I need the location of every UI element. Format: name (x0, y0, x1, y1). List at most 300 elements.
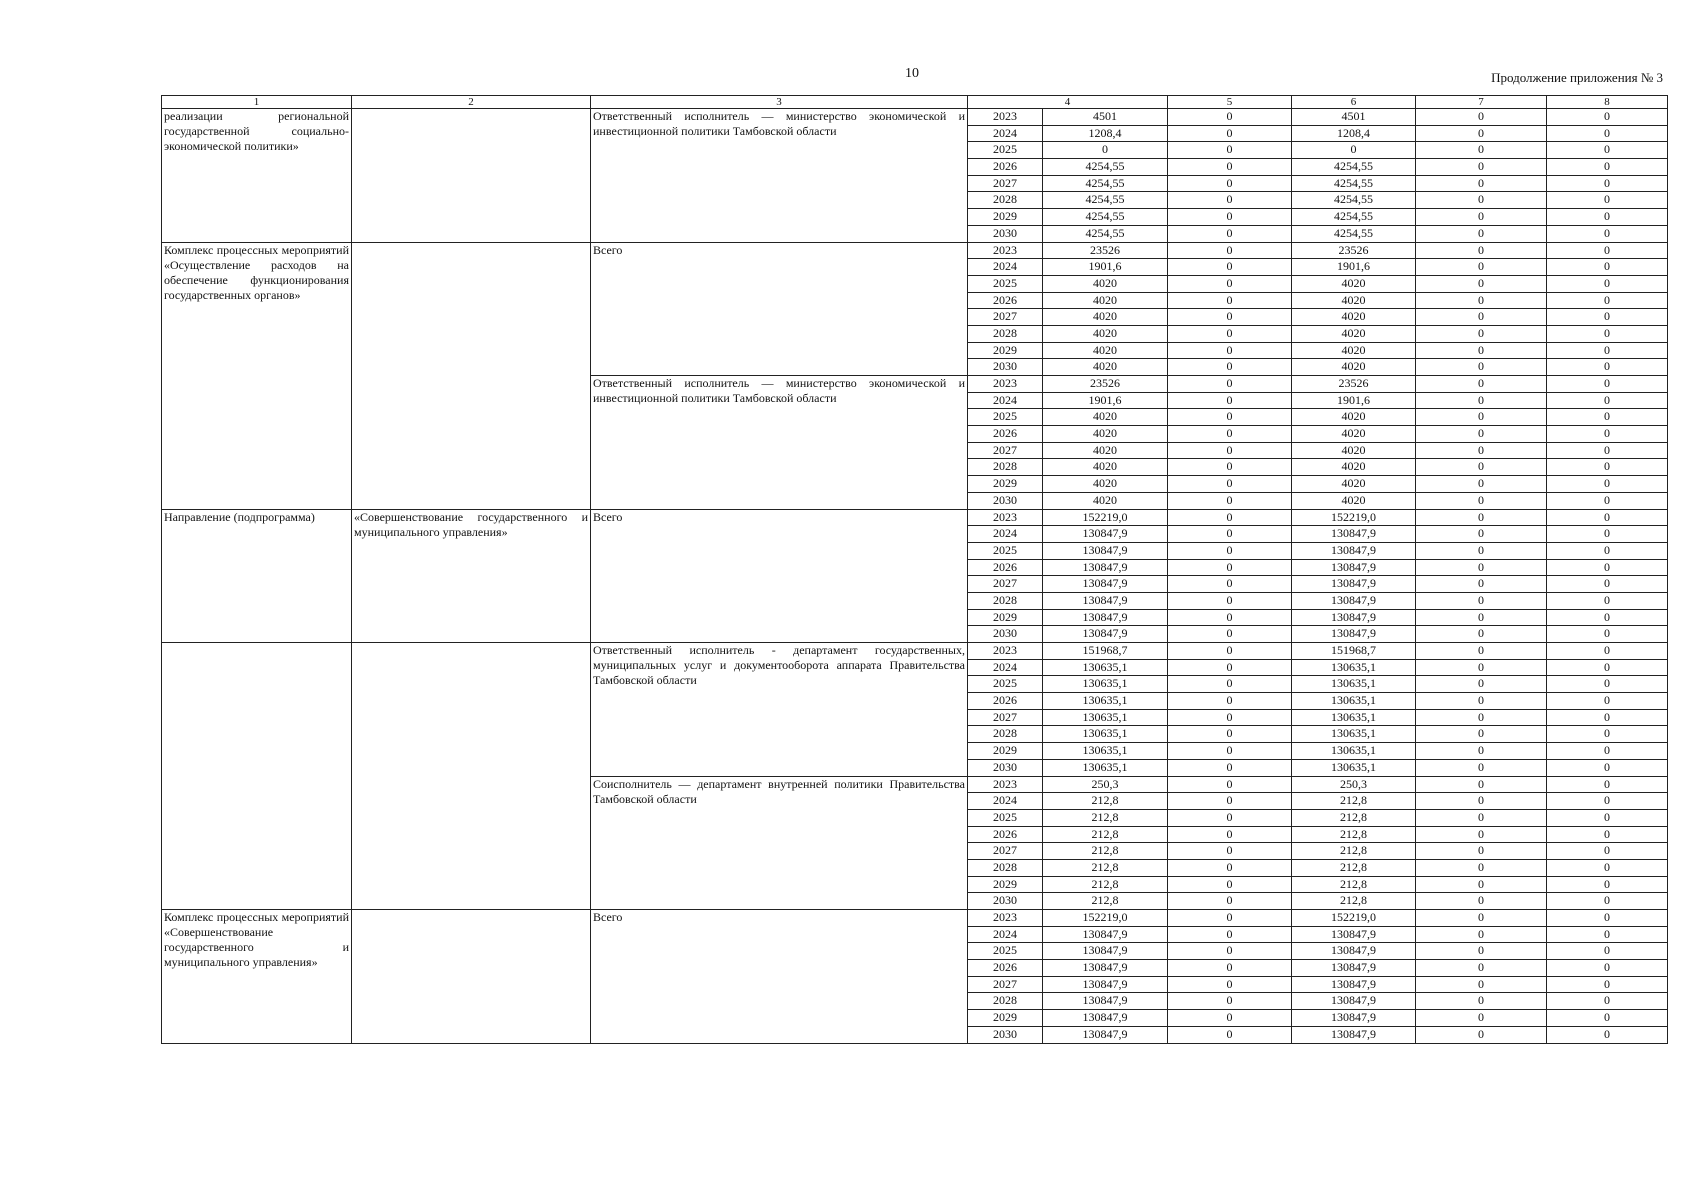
extrabudgetary-cell: 0 (1547, 325, 1668, 342)
year-cell: 2030 (968, 359, 1043, 376)
local-budget-cell: 0 (1416, 142, 1547, 159)
extrabudgetary-cell: 0 (1547, 459, 1668, 476)
year-cell: 2025 (968, 542, 1043, 559)
regional-budget-cell: 1901,6 (1292, 392, 1416, 409)
regional-budget-cell: 130635,1 (1292, 743, 1416, 760)
extrabudgetary-cell: 0 (1547, 843, 1668, 860)
local-budget-cell: 0 (1416, 376, 1547, 393)
local-budget-cell: 0 (1416, 926, 1547, 943)
total-amount-cell: 212,8 (1043, 843, 1168, 860)
local-budget-cell: 0 (1416, 859, 1547, 876)
federal-budget-cell: 0 (1168, 526, 1292, 543)
federal-budget-cell: 0 (1168, 592, 1292, 609)
total-amount-cell: 130635,1 (1043, 726, 1168, 743)
year-cell: 2025 (968, 275, 1043, 292)
total-amount-cell: 130847,9 (1043, 976, 1168, 993)
year-cell: 2028 (968, 592, 1043, 609)
extrabudgetary-cell: 0 (1547, 376, 1668, 393)
federal-budget-cell: 0 (1168, 476, 1292, 493)
total-amount-cell: 4254,55 (1043, 225, 1168, 242)
federal-budget-cell: 0 (1168, 776, 1292, 793)
year-cell: 2027 (968, 843, 1043, 860)
federal-budget-cell: 0 (1168, 993, 1292, 1010)
year-cell: 2023 (968, 910, 1043, 927)
year-cell: 2029 (968, 1010, 1043, 1027)
extrabudgetary-cell: 0 (1547, 392, 1668, 409)
local-budget-cell: 0 (1416, 325, 1547, 342)
regional-budget-cell: 130847,9 (1292, 592, 1416, 609)
program-element-cell: реализации региональной государственной социально-экономической политики» (162, 109, 352, 243)
regional-budget-cell: 130847,9 (1292, 943, 1416, 960)
column-number-row (162, 96, 1668, 109)
regional-budget-cell: 4020 (1292, 309, 1416, 326)
total-amount-cell: 0 (1043, 142, 1168, 159)
federal-budget-cell: 0 (1168, 893, 1292, 910)
regional-budget-cell: 130847,9 (1292, 609, 1416, 626)
local-budget-cell: 0 (1416, 209, 1547, 226)
year-cell: 2023 (968, 509, 1043, 526)
federal-budget-cell: 0 (1168, 926, 1292, 943)
total-amount-cell: 4020 (1043, 426, 1168, 443)
year-cell: 2029 (968, 609, 1043, 626)
local-budget-cell: 0 (1416, 426, 1547, 443)
local-budget-cell: 0 (1416, 943, 1547, 960)
year-cell: 2029 (968, 209, 1043, 226)
program-element-cell: Направление (подпрограмма) (162, 509, 352, 643)
table-row (162, 242, 1668, 259)
extrabudgetary-cell: 0 (1547, 159, 1668, 176)
extrabudgetary-cell: 0 (1547, 476, 1668, 493)
funding-table (161, 95, 1668, 1044)
local-budget-cell: 0 (1416, 292, 1547, 309)
regional-budget-cell: 0 (1292, 142, 1416, 159)
local-budget-cell: 0 (1416, 359, 1547, 376)
extrabudgetary-cell: 0 (1547, 709, 1668, 726)
local-budget-cell: 0 (1416, 109, 1547, 126)
total-amount-cell: 4020 (1043, 342, 1168, 359)
regional-budget-cell: 1901,6 (1292, 259, 1416, 276)
year-cell: 2023 (968, 776, 1043, 793)
local-budget-cell: 0 (1416, 175, 1547, 192)
year-cell: 2025 (968, 676, 1043, 693)
local-budget-cell: 0 (1416, 960, 1547, 977)
regional-budget-cell: 130635,1 (1292, 709, 1416, 726)
year-cell: 2026 (968, 426, 1043, 443)
extrabudgetary-cell: 0 (1547, 225, 1668, 242)
local-budget-cell: 0 (1416, 759, 1547, 776)
local-budget-cell: 0 (1416, 342, 1547, 359)
local-budget-cell: 0 (1416, 726, 1547, 743)
extrabudgetary-cell: 0 (1547, 876, 1668, 893)
extrabudgetary-cell: 0 (1547, 793, 1668, 810)
executor-cell: Ответственный исполнитель — министерство экономической и инвестиционной политики Тамбовской области (591, 376, 968, 510)
regional-budget-cell: 4254,55 (1292, 225, 1416, 242)
local-budget-cell: 0 (1416, 826, 1547, 843)
federal-budget-cell: 0 (1168, 359, 1292, 376)
total-amount-cell: 4020 (1043, 409, 1168, 426)
federal-budget-cell: 0 (1168, 192, 1292, 209)
regional-budget-cell: 130847,9 (1292, 993, 1416, 1010)
extrabudgetary-cell: 0 (1547, 576, 1668, 593)
regional-budget-cell: 1208,4 (1292, 125, 1416, 142)
federal-budget-cell: 0 (1168, 275, 1292, 292)
extrabudgetary-cell: 0 (1547, 609, 1668, 626)
appendix-continuation-label: Продолжение приложения № 3 (1491, 70, 1663, 85)
year-cell: 2024 (968, 259, 1043, 276)
year-cell: 2030 (968, 1026, 1043, 1043)
regional-budget-cell: 130847,9 (1292, 1026, 1416, 1043)
program-element-cell (162, 643, 352, 910)
column-header: 3 (591, 96, 968, 109)
year-cell: 2027 (968, 309, 1043, 326)
local-budget-cell: 0 (1416, 459, 1547, 476)
year-cell: 2030 (968, 626, 1043, 643)
column-header: 4 (968, 96, 1168, 109)
federal-budget-cell: 0 (1168, 1026, 1292, 1043)
year-cell: 2023 (968, 376, 1043, 393)
regional-budget-cell: 4020 (1292, 342, 1416, 359)
federal-budget-cell: 0 (1168, 843, 1292, 860)
local-budget-cell: 0 (1416, 309, 1547, 326)
federal-budget-cell: 0 (1168, 209, 1292, 226)
year-cell: 2025 (968, 943, 1043, 960)
table-row (162, 910, 1668, 927)
total-amount-cell: 130635,1 (1043, 759, 1168, 776)
extrabudgetary-cell: 0 (1547, 526, 1668, 543)
executor-cell: Соисполнитель — департамент внутренней политики Правительства Тамбовской области (591, 776, 968, 910)
regional-budget-cell: 4020 (1292, 359, 1416, 376)
extrabudgetary-cell: 0 (1547, 275, 1668, 292)
table-row (162, 643, 1668, 660)
local-budget-cell: 0 (1416, 626, 1547, 643)
extrabudgetary-cell: 0 (1547, 492, 1668, 509)
regional-budget-cell: 4020 (1292, 292, 1416, 309)
regional-budget-cell: 4020 (1292, 442, 1416, 459)
table-row (162, 109, 1668, 126)
regional-budget-cell: 212,8 (1292, 826, 1416, 843)
local-budget-cell: 0 (1416, 693, 1547, 710)
year-cell: 2024 (968, 526, 1043, 543)
local-budget-cell: 0 (1416, 793, 1547, 810)
regional-budget-cell: 4020 (1292, 426, 1416, 443)
regional-budget-cell: 4254,55 (1292, 192, 1416, 209)
year-cell: 2028 (968, 325, 1043, 342)
year-cell: 2026 (968, 159, 1043, 176)
extrabudgetary-cell: 0 (1547, 142, 1668, 159)
extrabudgetary-cell: 0 (1547, 910, 1668, 927)
total-amount-cell: 1901,6 (1043, 259, 1168, 276)
federal-budget-cell: 0 (1168, 609, 1292, 626)
column-header: 8 (1547, 96, 1668, 109)
total-amount-cell: 130847,9 (1043, 592, 1168, 609)
regional-budget-cell: 4020 (1292, 275, 1416, 292)
total-amount-cell: 130847,9 (1043, 1026, 1168, 1043)
regional-budget-cell: 130847,9 (1292, 576, 1416, 593)
extrabudgetary-cell: 0 (1547, 125, 1668, 142)
local-budget-cell: 0 (1416, 976, 1547, 993)
federal-budget-cell: 0 (1168, 159, 1292, 176)
total-amount-cell: 130847,9 (1043, 960, 1168, 977)
executor-cell: Ответственный исполнитель - департамент государственных, муниципальных услуг и документооборота аппарата Правительства Тамбовской области (591, 643, 968, 777)
total-amount-cell: 4020 (1043, 492, 1168, 509)
regional-budget-cell: 130847,9 (1292, 542, 1416, 559)
regional-budget-cell: 130635,1 (1292, 759, 1416, 776)
regional-budget-cell: 4020 (1292, 492, 1416, 509)
local-budget-cell: 0 (1416, 526, 1547, 543)
federal-budget-cell: 0 (1168, 342, 1292, 359)
total-amount-cell: 130847,9 (1043, 609, 1168, 626)
extrabudgetary-cell: 0 (1547, 726, 1668, 743)
total-amount-cell: 4501 (1043, 109, 1168, 126)
regional-budget-cell: 130847,9 (1292, 1010, 1416, 1027)
regional-budget-cell: 4020 (1292, 325, 1416, 342)
regional-budget-cell: 130847,9 (1292, 526, 1416, 543)
year-cell: 2028 (968, 726, 1043, 743)
program-name-cell (352, 242, 591, 509)
total-amount-cell: 130847,9 (1043, 1010, 1168, 1027)
federal-budget-cell: 0 (1168, 659, 1292, 676)
year-cell: 2028 (968, 993, 1043, 1010)
local-budget-cell: 0 (1416, 843, 1547, 860)
year-cell: 2026 (968, 559, 1043, 576)
regional-budget-cell: 130847,9 (1292, 960, 1416, 977)
executor-cell: Всего (591, 910, 968, 1044)
extrabudgetary-cell: 0 (1547, 1026, 1668, 1043)
program-name-cell: «Совершенствование государственного и муниципального управления» (352, 509, 591, 643)
extrabudgetary-cell: 0 (1547, 809, 1668, 826)
federal-budget-cell: 0 (1168, 859, 1292, 876)
federal-budget-cell: 0 (1168, 242, 1292, 259)
federal-budget-cell: 0 (1168, 960, 1292, 977)
extrabudgetary-cell: 0 (1547, 592, 1668, 609)
regional-budget-cell: 212,8 (1292, 843, 1416, 860)
local-budget-cell: 0 (1416, 1026, 1547, 1043)
year-cell: 2027 (968, 576, 1043, 593)
regional-budget-cell: 130847,9 (1292, 559, 1416, 576)
regional-budget-cell: 152219,0 (1292, 509, 1416, 526)
federal-budget-cell: 0 (1168, 175, 1292, 192)
extrabudgetary-cell: 0 (1547, 626, 1668, 643)
local-budget-cell: 0 (1416, 559, 1547, 576)
total-amount-cell: 23526 (1043, 242, 1168, 259)
extrabudgetary-cell: 0 (1547, 993, 1668, 1010)
local-budget-cell: 0 (1416, 492, 1547, 509)
federal-budget-cell: 0 (1168, 426, 1292, 443)
local-budget-cell: 0 (1416, 592, 1547, 609)
column-header: 2 (352, 96, 591, 109)
extrabudgetary-cell: 0 (1547, 826, 1668, 843)
extrabudgetary-cell: 0 (1547, 1010, 1668, 1027)
extrabudgetary-cell: 0 (1547, 943, 1668, 960)
federal-budget-cell: 0 (1168, 709, 1292, 726)
regional-budget-cell: 130847,9 (1292, 926, 1416, 943)
year-cell: 2029 (968, 476, 1043, 493)
federal-budget-cell: 0 (1168, 793, 1292, 810)
local-budget-cell: 0 (1416, 709, 1547, 726)
regional-budget-cell: 130635,1 (1292, 693, 1416, 710)
extrabudgetary-cell: 0 (1547, 542, 1668, 559)
total-amount-cell: 4020 (1043, 459, 1168, 476)
total-amount-cell: 130847,9 (1043, 576, 1168, 593)
extrabudgetary-cell: 0 (1547, 659, 1668, 676)
total-amount-cell: 212,8 (1043, 876, 1168, 893)
total-amount-cell: 23526 (1043, 376, 1168, 393)
total-amount-cell: 130635,1 (1043, 659, 1168, 676)
year-cell: 2024 (968, 659, 1043, 676)
regional-budget-cell: 212,8 (1292, 793, 1416, 810)
total-amount-cell: 250,3 (1043, 776, 1168, 793)
year-cell: 2023 (968, 643, 1043, 660)
federal-budget-cell: 0 (1168, 292, 1292, 309)
extrabudgetary-cell: 0 (1547, 926, 1668, 943)
local-budget-cell: 0 (1416, 659, 1547, 676)
regional-budget-cell: 130635,1 (1292, 726, 1416, 743)
federal-budget-cell: 0 (1168, 626, 1292, 643)
regional-budget-cell: 130847,9 (1292, 976, 1416, 993)
federal-budget-cell: 0 (1168, 693, 1292, 710)
extrabudgetary-cell: 0 (1547, 209, 1668, 226)
federal-budget-cell: 0 (1168, 726, 1292, 743)
total-amount-cell: 212,8 (1043, 809, 1168, 826)
year-cell: 2023 (968, 242, 1043, 259)
total-amount-cell: 4020 (1043, 442, 1168, 459)
total-amount-cell: 4020 (1043, 359, 1168, 376)
local-budget-cell: 0 (1416, 743, 1547, 760)
federal-budget-cell: 0 (1168, 876, 1292, 893)
federal-budget-cell: 0 (1168, 376, 1292, 393)
year-cell: 2026 (968, 292, 1043, 309)
year-cell: 2029 (968, 876, 1043, 893)
total-amount-cell: 4254,55 (1043, 175, 1168, 192)
total-amount-cell: 4254,55 (1043, 192, 1168, 209)
extrabudgetary-cell: 0 (1547, 109, 1668, 126)
extrabudgetary-cell: 0 (1547, 509, 1668, 526)
extrabudgetary-cell: 0 (1547, 759, 1668, 776)
year-cell: 2026 (968, 960, 1043, 977)
extrabudgetary-cell: 0 (1547, 859, 1668, 876)
federal-budget-cell: 0 (1168, 109, 1292, 126)
federal-budget-cell: 0 (1168, 142, 1292, 159)
total-amount-cell: 130635,1 (1043, 693, 1168, 710)
year-cell: 2029 (968, 342, 1043, 359)
federal-budget-cell: 0 (1168, 442, 1292, 459)
year-cell: 2025 (968, 409, 1043, 426)
local-budget-cell: 0 (1416, 476, 1547, 493)
local-budget-cell: 0 (1416, 192, 1547, 209)
extrabudgetary-cell: 0 (1547, 559, 1668, 576)
year-cell: 2028 (968, 859, 1043, 876)
regional-budget-cell: 4254,55 (1292, 175, 1416, 192)
federal-budget-cell: 0 (1168, 809, 1292, 826)
federal-budget-cell: 0 (1168, 676, 1292, 693)
regional-budget-cell: 152219,0 (1292, 910, 1416, 927)
local-budget-cell: 0 (1416, 776, 1547, 793)
regional-budget-cell: 212,8 (1292, 876, 1416, 893)
federal-budget-cell: 0 (1168, 409, 1292, 426)
extrabudgetary-cell: 0 (1547, 976, 1668, 993)
year-cell: 2030 (968, 893, 1043, 910)
total-amount-cell: 152219,0 (1043, 509, 1168, 526)
executor-cell: Всего (591, 242, 968, 376)
local-budget-cell: 0 (1416, 275, 1547, 292)
total-amount-cell: 130847,9 (1043, 542, 1168, 559)
total-amount-cell: 130847,9 (1043, 626, 1168, 643)
regional-budget-cell: 4020 (1292, 476, 1416, 493)
extrabudgetary-cell: 0 (1547, 242, 1668, 259)
regional-budget-cell: 4254,55 (1292, 159, 1416, 176)
local-budget-cell: 0 (1416, 409, 1547, 426)
total-amount-cell: 130635,1 (1043, 743, 1168, 760)
local-budget-cell: 0 (1416, 993, 1547, 1010)
extrabudgetary-cell: 0 (1547, 743, 1668, 760)
total-amount-cell: 4254,55 (1043, 209, 1168, 226)
extrabudgetary-cell: 0 (1547, 442, 1668, 459)
federal-budget-cell: 0 (1168, 542, 1292, 559)
regional-budget-cell: 23526 (1292, 242, 1416, 259)
federal-budget-cell: 0 (1168, 943, 1292, 960)
total-amount-cell: 130635,1 (1043, 676, 1168, 693)
local-budget-cell: 0 (1416, 910, 1547, 927)
extrabudgetary-cell: 0 (1547, 893, 1668, 910)
page-number: 10 (905, 66, 919, 81)
total-amount-cell: 4254,55 (1043, 159, 1168, 176)
regional-budget-cell: 4020 (1292, 409, 1416, 426)
extrabudgetary-cell: 0 (1547, 175, 1668, 192)
year-cell: 2024 (968, 392, 1043, 409)
federal-budget-cell: 0 (1168, 1010, 1292, 1027)
total-amount-cell: 4020 (1043, 325, 1168, 342)
table-row (162, 509, 1668, 526)
year-cell: 2027 (968, 709, 1043, 726)
year-cell: 2025 (968, 809, 1043, 826)
executor-cell: Ответственный исполнитель — министерство экономической и инвестиционной политики Тамбовской области (591, 109, 968, 243)
federal-budget-cell: 0 (1168, 509, 1292, 526)
extrabudgetary-cell: 0 (1547, 693, 1668, 710)
federal-budget-cell: 0 (1168, 559, 1292, 576)
local-budget-cell: 0 (1416, 392, 1547, 409)
local-budget-cell: 0 (1416, 676, 1547, 693)
extrabudgetary-cell: 0 (1547, 342, 1668, 359)
federal-budget-cell: 0 (1168, 392, 1292, 409)
total-amount-cell: 212,8 (1043, 893, 1168, 910)
total-amount-cell: 130847,9 (1043, 943, 1168, 960)
year-cell: 2028 (968, 459, 1043, 476)
year-cell: 2026 (968, 693, 1043, 710)
extrabudgetary-cell: 0 (1547, 643, 1668, 660)
total-amount-cell: 130847,9 (1043, 526, 1168, 543)
extrabudgetary-cell: 0 (1547, 192, 1668, 209)
year-cell: 2030 (968, 225, 1043, 242)
year-cell: 2023 (968, 109, 1043, 126)
column-header: 5 (1168, 96, 1292, 109)
funding-table-body (162, 96, 1668, 1044)
year-cell: 2027 (968, 442, 1043, 459)
column-header: 6 (1292, 96, 1416, 109)
local-budget-cell: 0 (1416, 893, 1547, 910)
year-cell: 2029 (968, 743, 1043, 760)
local-budget-cell: 0 (1416, 809, 1547, 826)
year-cell: 2024 (968, 926, 1043, 943)
program-element-cell: Комплекс процессных мероприятий «Осуществление расходов на обеспечение функционирования государственных органов» (162, 242, 352, 509)
total-amount-cell: 4020 (1043, 292, 1168, 309)
federal-budget-cell: 0 (1168, 826, 1292, 843)
federal-budget-cell: 0 (1168, 225, 1292, 242)
year-cell: 2027 (968, 175, 1043, 192)
federal-budget-cell: 0 (1168, 459, 1292, 476)
local-budget-cell: 0 (1416, 259, 1547, 276)
extrabudgetary-cell: 0 (1547, 259, 1668, 276)
extrabudgetary-cell: 0 (1547, 309, 1668, 326)
